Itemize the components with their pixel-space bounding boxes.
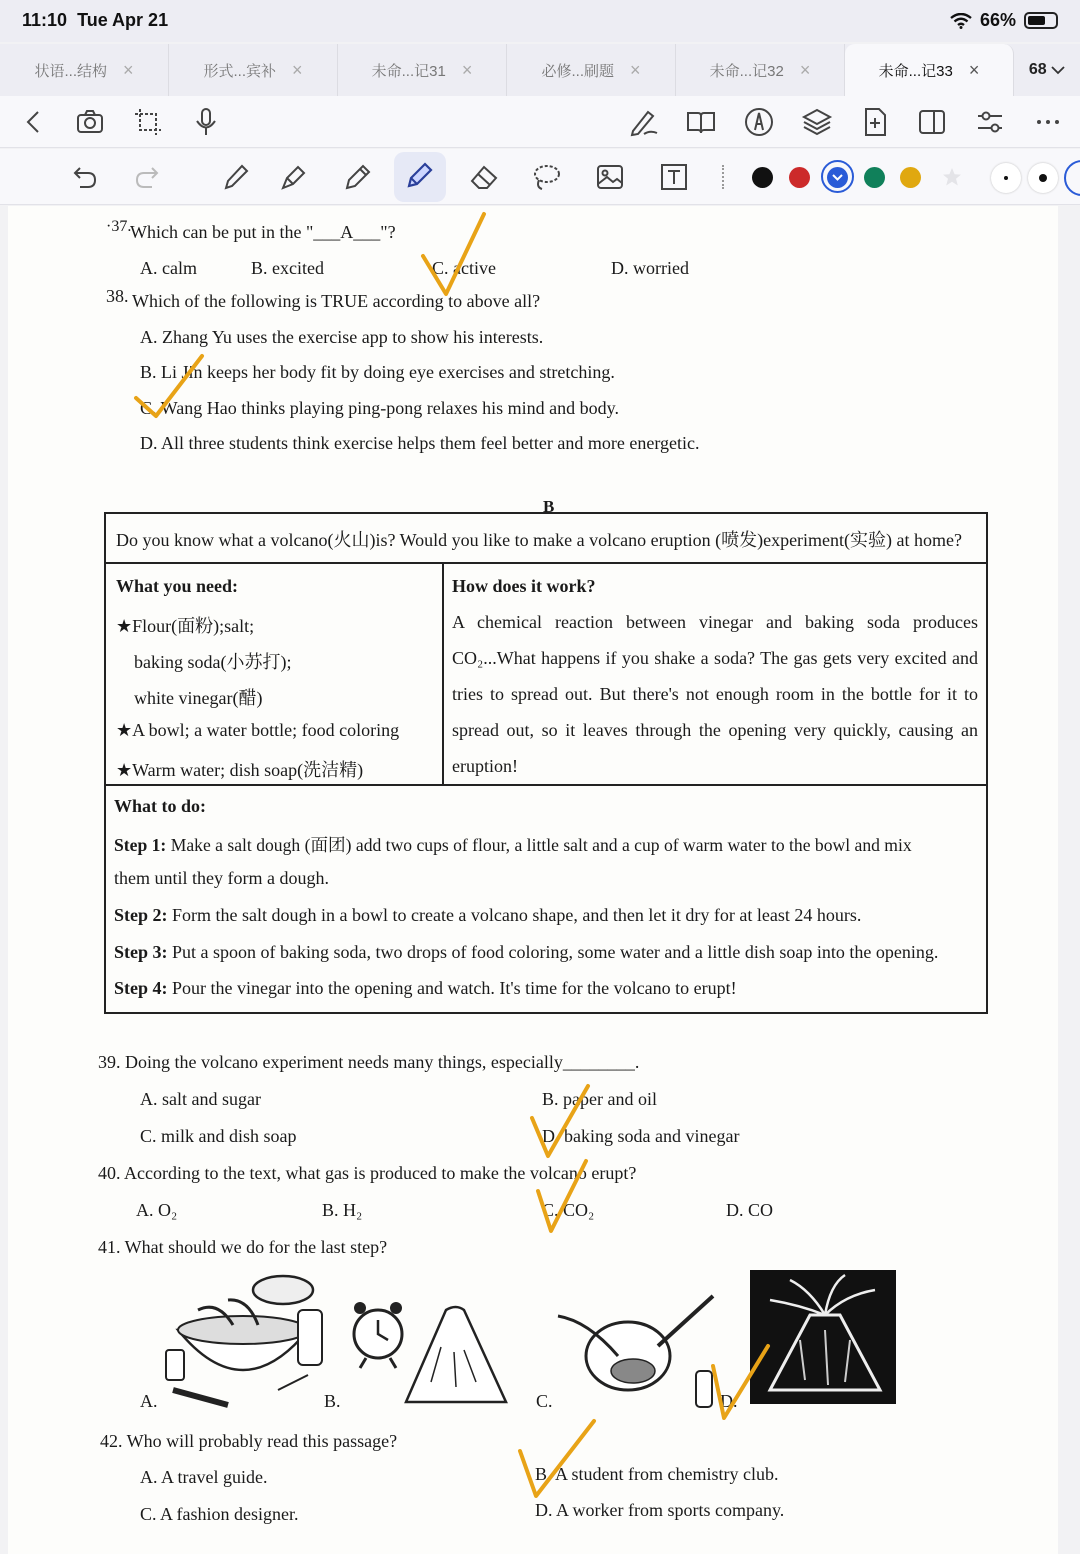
q37-option-c: C. active <box>432 258 496 278</box>
q40-option-c: C. CO₂ <box>542 1200 595 1220</box>
tab-4[interactable] <box>507 44 676 96</box>
stroke-size-small[interactable] <box>991 163 1021 193</box>
q41-stem: 41. What should we do for the last step? <box>98 1237 388 1257</box>
highlighter-icon[interactable] <box>404 159 436 191</box>
undo-icon[interactable] <box>68 161 100 193</box>
work-cell <box>444 564 986 786</box>
lasso-icon[interactable] <box>530 161 562 193</box>
book-icon[interactable] <box>685 106 717 138</box>
tab-bar <box>0 44 1080 96</box>
q42-option-d: D. A worker from sports company. <box>535 1500 785 1520</box>
q42-option-a: A. A travel guide. <box>140 1467 268 1487</box>
tab-3[interactable] <box>338 44 507 96</box>
q42-stem: 42. Who will probably read this passage? <box>100 1431 398 1451</box>
todo-step: Step 3: Put a spoon of baking soda, two drops of food coloring, some water and a little dish soap into the opening. <box>114 942 939 962</box>
pen-icon[interactable] <box>220 161 252 193</box>
color-red-swatch[interactable] <box>789 167 810 188</box>
need-item: white vinegar(醋) <box>134 688 263 708</box>
q41-option-b: B. <box>324 1391 341 1411</box>
wifi-icon <box>950 13 972 29</box>
todo-title: What to do: <box>114 796 207 816</box>
q39-option-a: A. salt and sugar <box>140 1089 261 1109</box>
q41-option-c: C. <box>536 1391 553 1411</box>
q39-option-b: B. paper and oil <box>542 1089 657 1109</box>
q40-option-b: B. H₂ <box>322 1200 363 1220</box>
settings-sliders-icon[interactable] <box>974 106 1006 138</box>
redo-icon[interactable] <box>132 161 164 193</box>
pencil-icon[interactable] <box>342 161 374 193</box>
status-bar <box>0 0 1080 42</box>
need-item: ★A bowl; a water bottle; food coloring <box>116 720 400 740</box>
close-icon[interactable]: × <box>799 59 811 80</box>
q41-option-a: A. <box>140 1391 158 1411</box>
todo-step: them until they form a dough. <box>114 868 329 888</box>
color-yellow-swatch[interactable] <box>900 167 921 188</box>
document-page[interactable] <box>8 206 1058 1554</box>
tab-label: 未命...记33 <box>878 62 953 80</box>
passage-intro: Do you know what a volcano(火山)is? Would you like to make a volcano eruption (喷发)experiment(实验) at home? <box>106 514 986 564</box>
q40-option-d: D. CO <box>726 1200 774 1220</box>
stroke-size-medium[interactable] <box>1028 163 1058 193</box>
q42-option-c: C. A fashion designer. <box>140 1504 299 1524</box>
battery-percent: 66% <box>979 10 1016 30</box>
back-icon[interactable] <box>18 106 50 138</box>
q39-option-d: D. baking soda and vinegar <box>542 1126 740 1146</box>
need-cell <box>106 564 444 786</box>
work-line: spread out, so it leaves through the opening very quickly, causing an <box>452 720 978 740</box>
illustration-mixing-dough <box>158 1270 328 1410</box>
illustration-erupting-volcano <box>750 1270 896 1404</box>
todo-cell <box>106 786 986 1012</box>
tab-1[interactable] <box>0 44 169 96</box>
close-icon[interactable]: × <box>461 59 473 80</box>
color-black-swatch[interactable] <box>752 167 773 188</box>
q39-option-c: C. milk and dish soap <box>140 1126 297 1146</box>
work-title: How does it work? <box>452 576 596 596</box>
q42-option-b: B. A student from chemistry club. <box>535 1464 779 1484</box>
image-icon[interactable] <box>594 161 626 193</box>
tab-label: 未命...记31 <box>371 62 446 80</box>
tab-count-button[interactable] <box>1014 44 1080 96</box>
tab-count: 68 <box>1028 61 1047 78</box>
tab-label: 必修...刷题 <box>541 62 614 80</box>
work-line: tries to spread out. But there's not enough room in the bottle for it to <box>452 684 978 704</box>
illustration-clock-volcano <box>346 1292 516 1412</box>
battery-fill <box>1028 16 1045 25</box>
section-label: B <box>543 497 555 516</box>
todo-step: Step 1: Make a salt dough (面团) add two cups of flour, a little salt and a cup of warm water to the bowl and mix <box>114 835 912 855</box>
q38-stem: Which of the following is TRUE according to above all? <box>132 291 541 311</box>
status-right <box>950 10 1058 31</box>
q37-option-b: B. excited <box>251 258 324 278</box>
q39-stem: 39. Doing the volcano experiment needs many things, especially________. <box>98 1052 640 1072</box>
battery-icon <box>1024 12 1058 29</box>
tab-label: 形式...宾补 <box>203 62 276 80</box>
q38-option-b: B. Li Jin keeps her body fit by doing eye exercises and stretching. <box>140 362 615 382</box>
layers-icon[interactable] <box>801 106 833 138</box>
close-icon[interactable]: × <box>292 59 303 80</box>
more-icon[interactable] <box>1032 106 1064 138</box>
color-green-swatch[interactable] <box>864 167 885 188</box>
q38-option-a: A. Zhang Yu uses the exercise app to show his interests. <box>140 327 544 347</box>
status-time: 11:10 Tue Apr 21 <box>22 10 169 30</box>
need-item: baking soda(小苏打); <box>134 652 292 672</box>
chevron-down-icon <box>1051 65 1065 75</box>
close-icon[interactable]: × <box>968 59 980 80</box>
q41-option-d: D. <box>720 1391 738 1411</box>
q37-number: ·37. <box>106 218 132 235</box>
need-item: ★Flour(面粉);salt; <box>116 616 255 636</box>
work-line: CO₂...What happens if you shake a soda? The gas gets very excited and <box>452 648 978 668</box>
q37-option-d: D. worried <box>611 258 689 278</box>
need-title: What you need: <box>116 576 239 596</box>
todo-step: Step 4: Pour the vinegar into the opening and watch. It's time for the volcano to erupt! <box>114 978 737 998</box>
todo-step: Step 2: Form the salt dough in a bowl to create a volcano shape, and then let it dry for at least 24 hours. <box>114 905 862 925</box>
microphone-icon[interactable] <box>190 106 222 138</box>
eraser-icon[interactable] <box>468 161 500 193</box>
q37-stem: Which can be put in the "___A___"? <box>130 222 396 242</box>
checkmark-q37 <box>423 214 484 294</box>
tab-5[interactable] <box>676 44 845 96</box>
q40-stem: 40. According to the text, what gas is produced to make the volcano erupt? <box>98 1163 637 1183</box>
sidebar-icon[interactable] <box>916 106 948 138</box>
crop-icon[interactable] <box>132 106 164 138</box>
q38-option-d: D. All three students think exercise helps them feel better and more energetic. <box>140 433 700 453</box>
tab-label: 状语...结构 <box>34 62 107 80</box>
chevron-down-icon <box>831 173 844 182</box>
pencil-circle-icon[interactable] <box>743 106 775 138</box>
tab-label: 未命...记32 <box>709 62 784 80</box>
tab-2[interactable] <box>169 44 338 96</box>
q38-number: 38. <box>106 286 129 306</box>
work-line: A chemical reaction between vinegar and baking soda produces <box>452 612 978 632</box>
illustration-bowl-spoon <box>548 1286 718 1416</box>
need-item: ★Warm water; dish soap(洗洁精) <box>116 760 364 780</box>
fountain-pen-icon[interactable] <box>278 161 310 193</box>
add-page-icon[interactable] <box>859 106 891 138</box>
tab-6-active[interactable] <box>845 44 1014 96</box>
favorite-star-icon[interactable] <box>941 166 963 188</box>
top-toolbar <box>0 96 1080 148</box>
close-icon[interactable]: × <box>123 59 134 80</box>
q40-option-a: A. O₂ <box>136 1200 178 1220</box>
q37-option-a: A. calm <box>140 258 197 278</box>
work-line: eruption! <box>452 756 518 776</box>
camera-icon[interactable] <box>74 106 106 138</box>
handwriting-icon[interactable] <box>628 106 660 138</box>
passage-table <box>104 512 988 1014</box>
toolbar-divider <box>722 165 724 189</box>
q38-option-c: C. Wang Hao thinks playing ping-pong relaxes his mind and body. <box>140 398 619 418</box>
close-icon[interactable]: × <box>630 59 641 80</box>
text-box-icon[interactable] <box>658 161 690 193</box>
